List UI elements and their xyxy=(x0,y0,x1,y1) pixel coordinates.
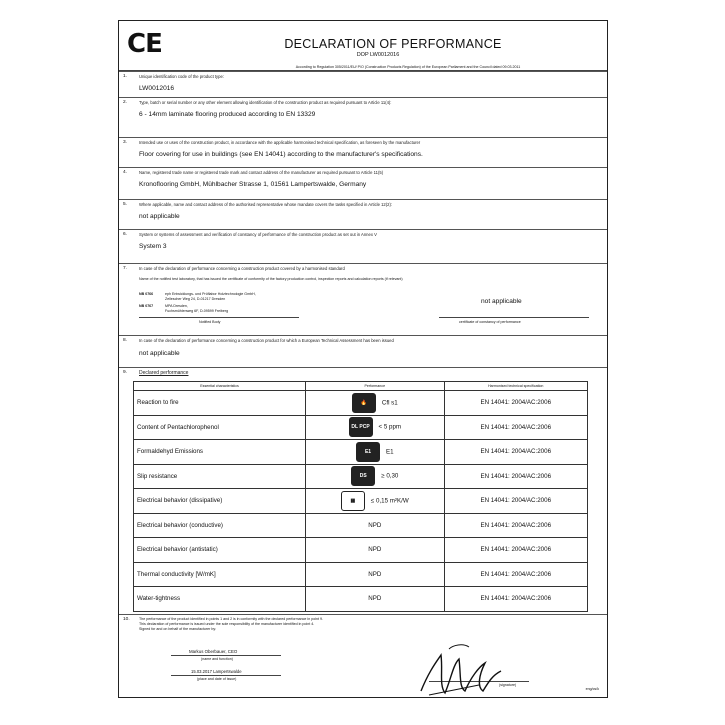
dl-pcp-icon: DL PCP xyxy=(349,417,373,437)
section-answer: not applicable xyxy=(139,213,180,220)
table-row xyxy=(134,538,588,563)
section-number: 1. xyxy=(123,74,128,79)
footer-code: eng/cs/k xyxy=(585,687,599,691)
divider xyxy=(171,655,281,656)
section-7 xyxy=(119,263,607,336)
performance-cell xyxy=(306,464,444,489)
section-number: 4. xyxy=(123,170,128,175)
section-2 xyxy=(119,97,607,124)
performance-value: NPD xyxy=(306,538,444,563)
signature-label: (signature) xyxy=(499,683,517,687)
performance-cell xyxy=(306,391,444,416)
certificate-label: certificate of constancy of performance xyxy=(459,320,521,324)
section-answer: Kronoflooring GmbH, Mühlbacher Strasse 1, 01561 Lampertswalde, Germany xyxy=(139,181,367,188)
specification: EN 14041: 2004/AC:2006 xyxy=(444,562,588,587)
divider xyxy=(139,317,299,318)
section-1 xyxy=(119,71,607,96)
table-header-row xyxy=(134,382,588,391)
section-number: 3. xyxy=(123,140,128,145)
specification: EN 14041: 2004/AC:2006 xyxy=(444,415,588,440)
section-question: Unique identification code of the product type: xyxy=(139,74,224,79)
divider xyxy=(171,675,281,676)
section-number: 8. xyxy=(123,338,128,343)
performance-value: < 5 ppm xyxy=(378,423,402,431)
slip-resistance-icon: DS xyxy=(351,466,375,486)
table-row xyxy=(134,464,588,489)
specification: EN 14041: 2004/AC:2006 xyxy=(444,587,588,612)
characteristic: Electrical behavior (antistatic) xyxy=(134,538,306,563)
section-number: 5. xyxy=(123,202,128,207)
section-8 xyxy=(119,335,607,368)
responsibility-statement: This declaration of performance is issued under the sole responsibility of the manufacturer identified in point 4. xyxy=(139,622,315,626)
legal-basis: According to Regulation 305/2011/EU/ P/O (Construction Products Regulation) of the European Parliament and the Council dated 09.03.2011 xyxy=(119,65,607,71)
section-10 xyxy=(119,614,607,698)
performance-value: ≤ 0,15 m²K/W xyxy=(370,497,409,505)
underfloor-heating-icon: ▦ xyxy=(341,491,365,511)
notified-body-id: NB 0766 xyxy=(139,292,154,296)
specification: EN 14041: 2004/AC:2006 xyxy=(444,464,588,489)
characteristic: Slip resistance xyxy=(134,464,306,489)
column-header: Harmonised technical specification xyxy=(444,382,588,391)
characteristic: Electrical behavior (conductive) xyxy=(134,513,306,538)
signer-label: (name and function) xyxy=(201,657,233,661)
specification: EN 14041: 2004/AC:2006 xyxy=(444,538,588,563)
notified-body-address: Fuchsmühlenweg 6F, D-09599 Freiberg xyxy=(165,309,229,313)
table-row xyxy=(134,440,588,465)
notified-body-label: Notified Body xyxy=(199,320,221,324)
characteristic: Formaldehyd Emissions xyxy=(134,440,306,465)
table-row xyxy=(134,587,588,612)
section-question: In case of the declaration of performance concerning a construction product for which a European Technical Assessment has been issued xyxy=(139,338,394,343)
section-answer: Floor covering for use in buildings (see EN 14041) according to the manufacturer's specifications. xyxy=(139,151,423,158)
ce-mark: CE xyxy=(127,29,162,59)
characteristic: Water-tightness xyxy=(134,587,306,612)
table-row xyxy=(134,391,588,416)
dop-number: DOP LW0012016 xyxy=(356,52,400,58)
section-answer: not applicable xyxy=(139,350,180,357)
notified-body-id: NB 0767 xyxy=(139,304,154,308)
performance-value: NPD xyxy=(306,587,444,612)
specification: EN 14041: 2004/AC:2006 xyxy=(444,489,588,514)
handwritten-signature xyxy=(419,641,509,699)
performance-cell xyxy=(306,415,444,440)
performance-value: Cfl s1 xyxy=(381,399,398,407)
characteristic: Thermal conductivity [W/mK] xyxy=(134,562,306,587)
performance-value: ≥ 0,30 xyxy=(381,472,399,480)
notified-body-name: MPA Dresden, xyxy=(165,304,188,308)
section-answer: LW0012016 xyxy=(139,85,175,92)
section-3 xyxy=(119,137,607,164)
section-number: 10. xyxy=(123,617,130,622)
section-answer: not applicable xyxy=(481,298,522,305)
performance-cell xyxy=(306,489,444,514)
section-number: 7. xyxy=(123,266,128,271)
signer-name: Markus Oberbauer, CEO xyxy=(189,649,238,654)
section-title: Declared performance xyxy=(139,370,189,376)
place-date: 15.03.2017 Lampertswalde xyxy=(191,669,242,674)
table-row xyxy=(134,489,588,514)
section-question: In case of the declaration of performance concerning a construction product covered by a harmonised standard xyxy=(139,266,345,271)
section-question: Type, batch or serial number or any other element allowing identification of the construction product as required pursuant to Article 11(4): xyxy=(139,100,392,105)
divider xyxy=(439,317,589,318)
performance-value: E1 xyxy=(386,448,394,456)
section-subquestion: Name of the notified test laboratory, that has issued the certificate of conformity of the factory production control, inspection reports and calculation reports (if relevant) xyxy=(139,277,403,281)
performance-table xyxy=(133,381,588,612)
fire-icon: 🔥 xyxy=(352,393,376,413)
characteristic: Electrical behavior (dissipative) xyxy=(134,489,306,514)
column-header: Performance xyxy=(306,382,444,391)
section-number: 9. xyxy=(123,370,128,375)
table-row xyxy=(134,415,588,440)
column-header: Essential characteristics xyxy=(134,382,306,391)
section-5 xyxy=(119,199,607,226)
section-question: System or systems of assessment and verification of constancy of performance of the construction product as set out in Annex V xyxy=(139,232,377,237)
performance-cell xyxy=(306,440,444,465)
e1-icon: E1 xyxy=(356,442,380,462)
signed-by-statement: Signed for and on behalf of the manufacturer by: xyxy=(139,627,217,631)
specification: EN 14041: 2004/AC:2006 xyxy=(444,391,588,416)
section-number: 6. xyxy=(123,232,128,237)
section-question: Intended use or uses of the construction product, in accordance with the applicable harmonised technical specification, as foreseen by the manufacturer xyxy=(139,140,421,145)
specification: EN 14041: 2004/AC:2006 xyxy=(444,513,588,538)
section-6 xyxy=(119,229,607,264)
characteristic: Content of Pentachlorophenol xyxy=(134,415,306,440)
place-date-label: (place and date of issue) xyxy=(197,677,237,681)
performance-value: NPD xyxy=(306,562,444,587)
notified-body-name: eph Entwicklungs- und Prüflabor Holztechnologie GmbH, xyxy=(165,292,256,296)
document-title: DECLARATION OF PERFORMANCE xyxy=(284,37,502,51)
specification: EN 14041: 2004/AC:2006 xyxy=(444,440,588,465)
conformity-statement: The performance of the product identified in points 1 and 2 is in conformity with the declared performance in point 9. xyxy=(139,617,323,621)
section-answer: 6 - 14mm laminate flooring produced according to EN 13329 xyxy=(139,111,316,118)
section-9 xyxy=(119,367,607,376)
characteristic: Reaction to fire xyxy=(134,391,306,416)
table-row xyxy=(134,513,588,538)
table-row xyxy=(134,562,588,587)
performance-value: NPD xyxy=(306,513,444,538)
section-4 xyxy=(119,167,607,194)
notified-body-address: Zellescher Weg 24, D-01217 Dresden xyxy=(165,297,226,301)
section-number: 2. xyxy=(123,100,128,105)
section-answer: System 3 xyxy=(139,243,167,250)
declaration-sheet xyxy=(118,20,608,698)
section-question: Name, registered trade name or registered trade mark and contact address of the manufacturer as required pursuant to Article 11(5) xyxy=(139,170,384,175)
section-question: Where applicable, name and contact address of the authorised representative whose mandate covers the tasks specified in Article 12(2): xyxy=(139,202,393,207)
